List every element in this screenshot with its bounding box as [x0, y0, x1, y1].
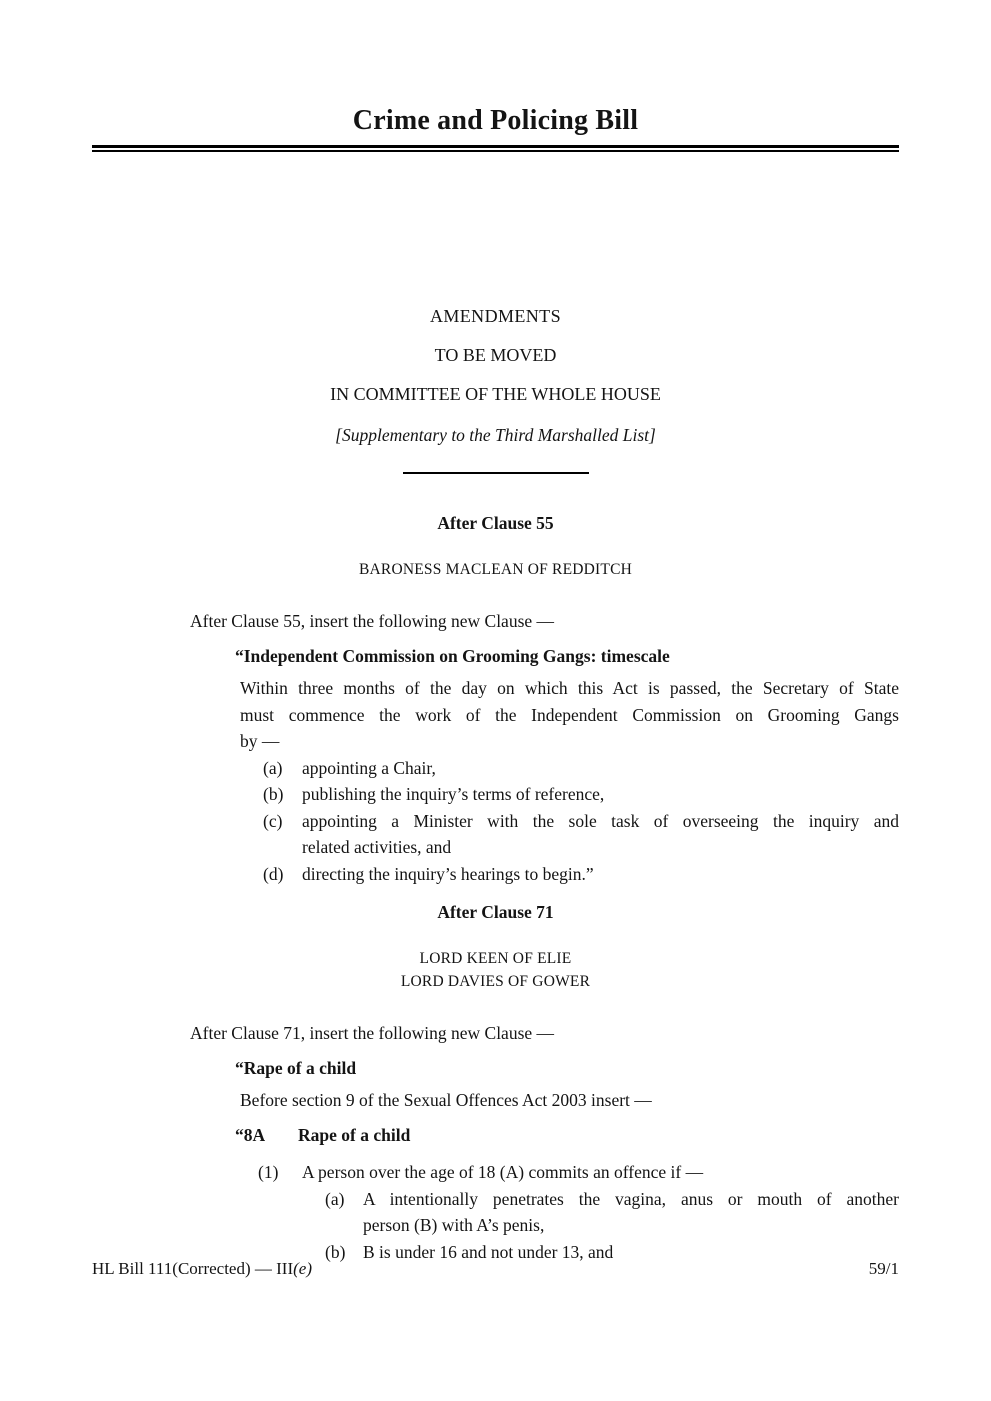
- marshalled-list-note: [Supplementary to the Third Marshalled List]: [335, 425, 656, 445]
- item-line: A intentionally penetrates the vagina, anus or mouth of another: [363, 1188, 899, 1209]
- clause-title-1: “Independent Commission on Grooming Gangs: timescale: [235, 645, 670, 666]
- footer-page-number: 59/1: [868, 1259, 899, 1278]
- item-marker: (b): [263, 784, 284, 804]
- footer-bill-reference-text: HL Bill 111(Corrected) — III: [92, 1259, 294, 1278]
- committee-label: IN COMMITTEE OF THE WHOLE HOUSE: [330, 384, 661, 404]
- item-line: person (B) with A’s penis,: [363, 1215, 545, 1235]
- instruction-text-1: After Clause 55, insert the following new Clause —: [190, 611, 555, 631]
- movers-group-2: [0, 947, 991, 993]
- subsection-text: A person over the age of 18 (A) commits an offence if —: [302, 1162, 704, 1182]
- item-marker: (a): [325, 1188, 345, 1209]
- section-number: “8A: [235, 1124, 266, 1145]
- subsection-marker: (1): [258, 1162, 279, 1182]
- mover-name: LORD KEEN OF ELIE: [419, 950, 572, 967]
- footer-bill-reference: [92, 1258, 312, 1279]
- item-marker: (b): [325, 1241, 346, 1262]
- list-item: [0, 755, 991, 782]
- separator-rule: [403, 472, 589, 474]
- item-marker: (c): [263, 810, 283, 831]
- list-item: [0, 861, 991, 888]
- item-line: appointing a Minister with the sole task of overseeing the inquiry and: [302, 810, 899, 831]
- list-item: [0, 781, 991, 808]
- body-line: by —: [240, 731, 280, 751]
- body-line: must commence the work of the Independent Commission on Grooming Gangs: [240, 704, 899, 725]
- footer-bill-reference-suffix: (e): [293, 1259, 312, 1278]
- heading-after-clause-71: After Clause 71: [437, 902, 554, 922]
- title-rule: [92, 145, 899, 152]
- movers-group-1: [0, 558, 991, 581]
- item-marker: (d): [263, 863, 284, 884]
- list-item: [0, 808, 991, 861]
- item-line: related activities, and: [302, 837, 452, 857]
- list-item: [0, 1186, 991, 1239]
- instruction-text-2: After Clause 71, insert the following new Clause —: [190, 1023, 555, 1043]
- subsection-list: [0, 1186, 991, 1266]
- mover-name: BARONESS MACLEAN OF REDDITCH: [359, 561, 632, 578]
- subsection-1: [0, 1159, 991, 1186]
- item-text: B is under 16 and not under 13, and: [363, 1241, 614, 1262]
- inserted-section-heading: [0, 1122, 991, 1149]
- amendments-label: AMENDMENTS: [429, 306, 561, 326]
- bill-title: Crime and Policing Bill: [352, 105, 639, 136]
- page-footer: [92, 1258, 899, 1279]
- clause-title-2: “Rape of a child: [235, 1057, 357, 1078]
- heading-after-clause-55: After Clause 55: [437, 513, 554, 533]
- to-be-moved-label: TO BE MOVED: [434, 345, 557, 365]
- body-line: Within three months of the day on which this Act is passed, the Secretary of State: [240, 678, 899, 698]
- item-text: directing the inquiry’s hearings to begin.”: [302, 863, 594, 884]
- clause-list-1: [0, 755, 991, 888]
- section-title: Rape of a child: [298, 1124, 411, 1145]
- clause-intro-2: Before section 9 of the Sexual Offences Act 2003 insert —: [240, 1090, 652, 1110]
- item-text: [363, 1186, 899, 1239]
- item-text: [302, 808, 899, 861]
- clause-body-1: [0, 675, 991, 755]
- item-text: appointing a Chair,: [302, 757, 436, 778]
- item-text: publishing the inquiry’s terms of reference,: [302, 784, 605, 804]
- item-marker: (a): [263, 757, 283, 778]
- mover-name: LORD DAVIES OF GOWER: [400, 973, 591, 990]
